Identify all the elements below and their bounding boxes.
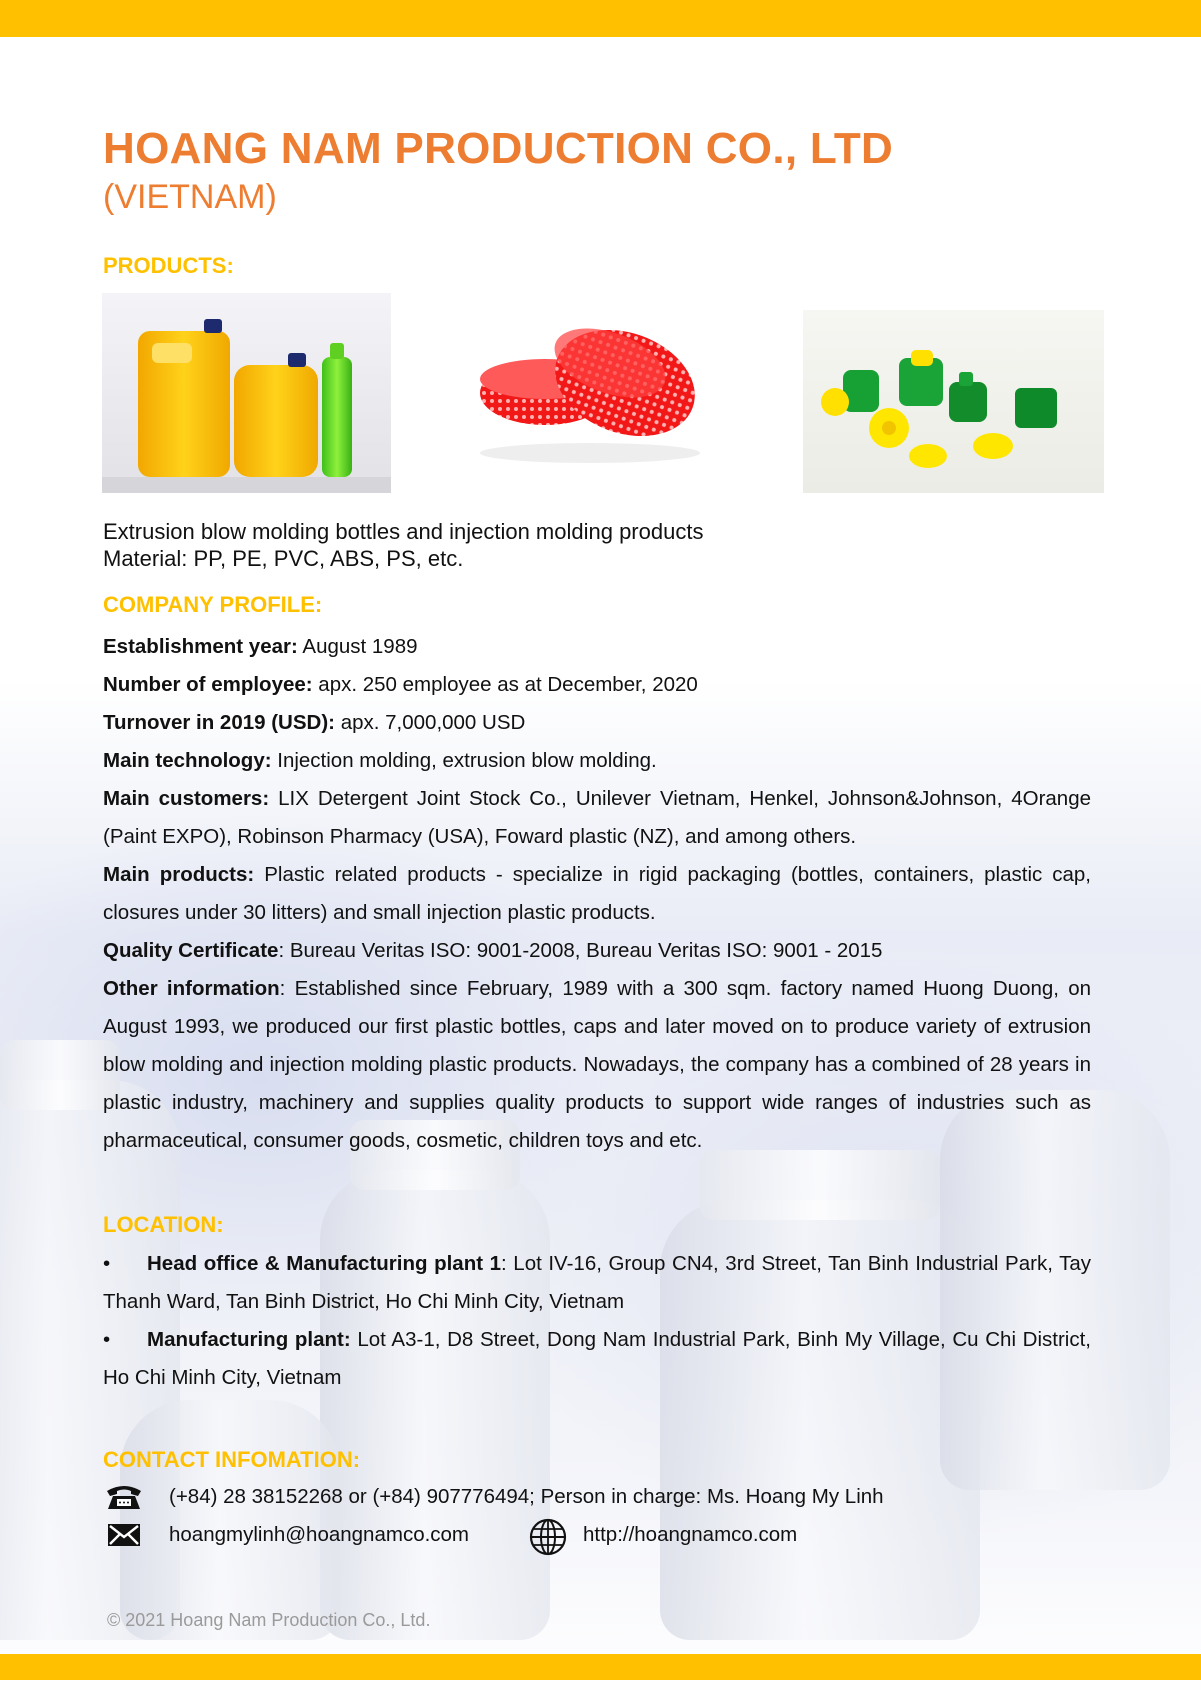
contact-email-web-row (103, 1520, 797, 1550)
profile-value: August 1989 (297, 635, 418, 658)
profile-products (103, 856, 1091, 932)
location-list (103, 1245, 1091, 1397)
profile-label: Quality Certificate (103, 939, 279, 962)
company-profile-heading: COMPANY PROFILE: (103, 592, 323, 617)
profile-label: Other information (103, 977, 280, 1000)
profile-value: apx. 250 employee as at December, 2020 (312, 673, 698, 696)
profile-certificate (103, 932, 1091, 970)
phone-icon (103, 1482, 145, 1512)
products-description (103, 518, 703, 572)
location-label: Manufacturing plant: (147, 1328, 351, 1351)
email-icon (103, 1520, 145, 1550)
contact-heading: CONTACT INFOMATION: (103, 1447, 361, 1472)
bullet: • (103, 1252, 111, 1275)
profile-label: Main products: (103, 863, 255, 886)
profile-value: : Bureau Veritas ISO: 9001-2008, Bureau Veritas ISO: 9001 - 2015 (278, 939, 883, 962)
profile-value: apx. 7,000,000 USD (335, 711, 526, 734)
products-description-line2: Material: PP, PE, PVC, ABS, PS, etc. (103, 546, 464, 571)
contact-website-link[interactable]: http://hoangnamco.com (583, 1523, 798, 1546)
product-photo-baskets (440, 293, 740, 493)
location-heading: LOCATION: (103, 1212, 224, 1237)
profile-value: : Established since February, 1989 with a 300 sqm. factory named Huong Duong, on August 1993, we produced our first plastic bottles, caps and later moved on to produce variety of extrusion blow molding and injection molding plastic products. Nowadays, the company has a combined of 28 years in plastic industry, machinery and supplies quality products to support wide ranges of industries such as pharmaceutical, consumer goods, cosmetic, children toys and etc. (103, 977, 1092, 1152)
profile-employees (103, 666, 1091, 704)
company-profile (103, 628, 1091, 1160)
bullet: • (103, 1328, 111, 1351)
contact-phone-text: (+84) 28 38152268 or (+84) 907776494; Person in charge: Ms. Hoang My Linh (169, 1485, 884, 1508)
profile-technology (103, 742, 1091, 780)
profile-other-info (103, 970, 1091, 1160)
profile-label: Number of employee: (103, 673, 313, 696)
globe-icon (527, 1520, 569, 1550)
location-value: Lot A3-1, D8 Street, Dong Nam Industrial Park, Binh My Village, Cu Chi District, Ho Chi Minh City, Vietnam (103, 1328, 1091, 1389)
profile-label: Establishment year: (103, 635, 298, 658)
location-item-head-office (103, 1245, 1091, 1321)
location-label: Head office & Manufacturing plant 1 (147, 1252, 502, 1275)
profile-label: Main customers: (103, 787, 270, 810)
contact-email-link[interactable]: hoangmylinh@hoangnamco.com (169, 1523, 470, 1546)
products-heading: PRODUCTS: (103, 253, 234, 278)
profile-turnover (103, 704, 1091, 742)
company-title: HOANG NAM PRODUCTION CO., LTD (103, 124, 894, 173)
top-accent-bar (0, 0, 1201, 37)
profile-value: LIX Detergent Joint Stock Co., Unilever Vietnam, Henkel, Johnson&Johnson, 4Orange (Paint EXPO), Robinson Pharmacy (USA), Foward plastic (NZ), and among others. (103, 787, 1091, 848)
company-country: (VIETNAM) (103, 178, 277, 216)
products-description-line1: Extrusion blow molding bottles and injection molding products (103, 519, 704, 544)
footer-copyright: © 2021 Hoang Nam Production Co., Ltd. (107, 1610, 431, 1630)
profile-value: Plastic related products - specialize in rigid packaging (bottles, containers, plastic cap, closures under 30 litters) and small injection plastic products. (103, 863, 1091, 924)
contact-phone-row (103, 1482, 884, 1512)
profile-value: Injection molding, extrusion blow molding. (271, 749, 657, 772)
profile-label: Main technology: (103, 749, 272, 772)
profile-establishment (103, 628, 1091, 666)
location-value: : Lot IV-16, Group CN4, 3rd Street, Tan Binh Industrial Park, Tay Thanh Ward, Tan Binh District, Ho Chi Minh City, Vietnam (103, 1252, 1091, 1313)
profile-label: Turnover in 2019 (USD): (103, 711, 335, 734)
product-photo-bottles (102, 293, 391, 493)
bottom-accent-bar (0, 1654, 1201, 1680)
location-item-plant (103, 1321, 1091, 1397)
profile-customers (103, 780, 1091, 856)
product-photo-caps (803, 310, 1104, 493)
